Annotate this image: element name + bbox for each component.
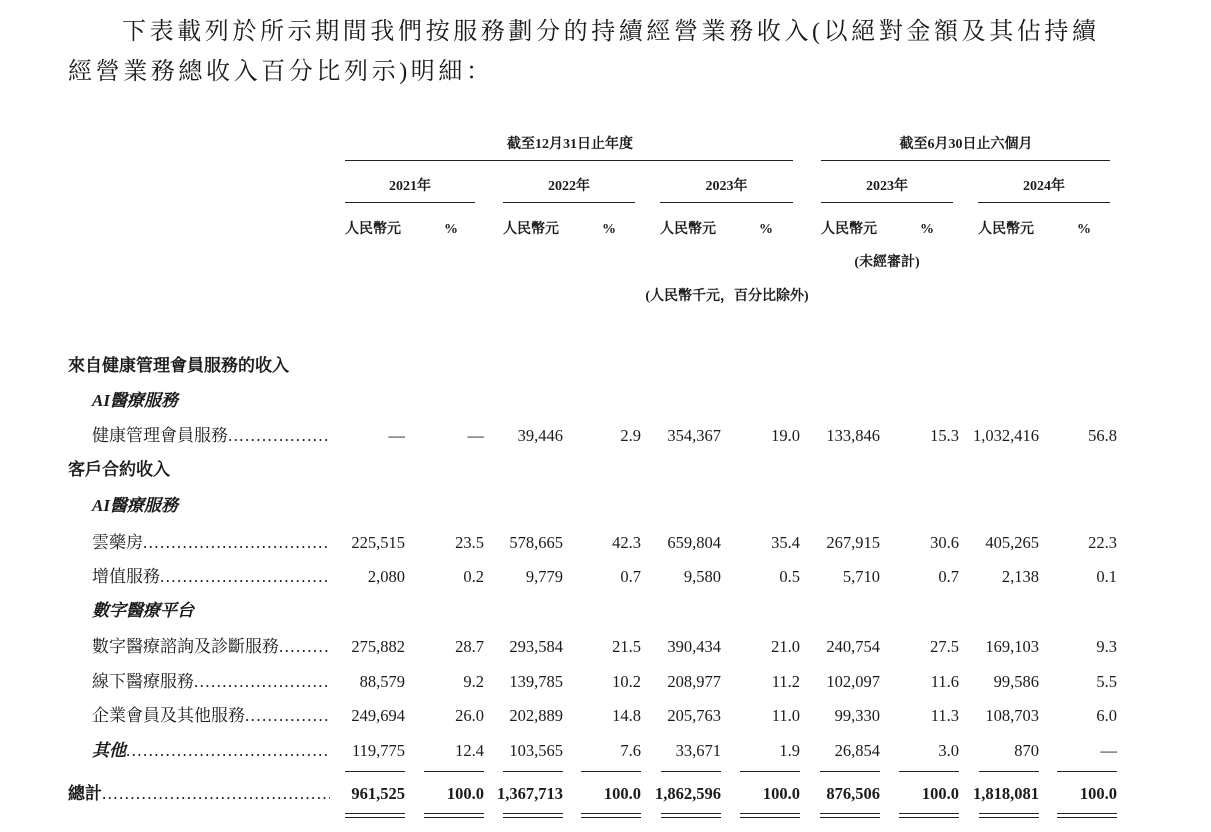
subtotal-rule bbox=[424, 771, 484, 772]
line-item-label: 健康管理會員服務 bbox=[92, 426, 228, 445]
leader-dots bbox=[194, 670, 330, 694]
subtotal-rule bbox=[661, 771, 721, 772]
line-item-label-container bbox=[92, 704, 330, 728]
percent-cell: 12.4 bbox=[455, 741, 484, 760]
total-double-rule bbox=[503, 817, 563, 818]
year-underline bbox=[978, 202, 1110, 203]
line-item-label: 增值服務 bbox=[92, 567, 160, 586]
amount-cell: 293,584 bbox=[509, 637, 563, 656]
amount-cell: 876,506 bbox=[826, 784, 880, 803]
amount-cell: 119,775 bbox=[351, 741, 405, 760]
line-item-row bbox=[0, 635, 1211, 659]
line-item-label: 線下醫療服務 bbox=[92, 672, 194, 691]
line-item-label-container bbox=[92, 424, 330, 448]
line-item-row bbox=[0, 531, 1211, 555]
intro-line-2: 經營業務總收入百分比列示)明細： bbox=[68, 59, 494, 85]
amount-cell: 1,032,416 bbox=[973, 426, 1039, 445]
total-double-rule bbox=[979, 813, 1039, 814]
amount-cell: 1,862,596 bbox=[655, 784, 721, 803]
percent-cell: 11.0 bbox=[771, 706, 800, 725]
amount-cell: 1,818,081 bbox=[973, 784, 1039, 803]
percent-cell: 3.0 bbox=[938, 741, 959, 760]
percent-cell: 10.2 bbox=[612, 672, 641, 691]
line-item-label: 數字醫療諮詢及診斷服務 bbox=[92, 637, 279, 656]
line-item-label: 企業會員及其他服務 bbox=[92, 706, 245, 725]
amount-cell: — bbox=[388, 426, 405, 445]
total-double-rule bbox=[345, 817, 405, 818]
amount-cell: 354,367 bbox=[667, 426, 721, 445]
total-double-rule bbox=[740, 813, 800, 814]
total-double-rule bbox=[345, 813, 405, 814]
line-item-label-container bbox=[92, 565, 330, 589]
amount-cell: 103,565 bbox=[509, 741, 563, 760]
amount-cell: 267,915 bbox=[826, 533, 880, 552]
percent-cell: 0.5 bbox=[779, 567, 800, 586]
percent-unit-header: % bbox=[1077, 222, 1091, 237]
leader-dots bbox=[143, 531, 330, 555]
line-item-row bbox=[0, 424, 1211, 448]
total-double-rule bbox=[581, 813, 641, 814]
line-item-label: 雲藥房 bbox=[92, 533, 143, 552]
line-item-row bbox=[0, 670, 1211, 694]
unaudited-note: (未經審計) bbox=[854, 255, 920, 270]
percent-cell: 0.1 bbox=[1096, 567, 1117, 586]
percent-unit-header: % bbox=[920, 222, 934, 237]
total-double-rule bbox=[899, 817, 959, 818]
percent-cell: 42.3 bbox=[612, 533, 641, 552]
amount-cell: 208,977 bbox=[667, 672, 721, 691]
subtotal-rule bbox=[740, 771, 800, 772]
unit-note: (人民幣千元，百分比除外) bbox=[645, 289, 809, 304]
amount-cell: 102,097 bbox=[826, 672, 880, 691]
group-row bbox=[0, 389, 1211, 413]
total-double-rule bbox=[740, 817, 800, 818]
total-double-rule bbox=[424, 817, 484, 818]
year-header: 2023年 bbox=[705, 179, 748, 194]
percent-cell: 100.0 bbox=[1079, 784, 1117, 803]
group-row bbox=[0, 494, 1211, 518]
leader-dots bbox=[102, 782, 330, 806]
group-row bbox=[0, 739, 1211, 763]
year-underline bbox=[503, 202, 635, 203]
group-heading: 數字醫療平台 bbox=[92, 601, 194, 620]
amount-unit-header: 人民幣元 bbox=[978, 222, 1034, 237]
percent-cell: 26.0 bbox=[455, 706, 484, 725]
amount-cell: 99,586 bbox=[993, 672, 1039, 691]
subtotal-rule bbox=[581, 771, 641, 772]
year-header: 2022年 bbox=[548, 179, 590, 194]
percent-cell: 35.4 bbox=[771, 533, 800, 552]
percent-cell: 1.9 bbox=[779, 741, 800, 760]
section-heading: 客戶合約收入 bbox=[68, 460, 170, 479]
line-item-label-container bbox=[92, 531, 330, 555]
period-header-interim: 截至6月30日止六個月 bbox=[899, 137, 1033, 152]
amount-cell: 9,580 bbox=[683, 567, 721, 586]
total-double-rule bbox=[581, 817, 641, 818]
line-item-row bbox=[0, 704, 1211, 728]
total-double-rule bbox=[979, 817, 1039, 818]
total-double-rule bbox=[820, 817, 880, 818]
year-header: 2024年 bbox=[1023, 179, 1065, 194]
section-heading: 來自健康管理會員服務的收入 bbox=[68, 356, 289, 375]
amount-cell: 870 bbox=[1014, 741, 1039, 760]
percent-cell: 21.0 bbox=[771, 637, 800, 656]
amount-cell: 205,763 bbox=[667, 706, 721, 725]
amount-cell: 240,754 bbox=[826, 637, 880, 656]
subtotal-rule bbox=[503, 771, 563, 772]
year-header: 2021年 bbox=[389, 179, 431, 194]
amount-cell: 390,434 bbox=[667, 637, 721, 656]
total-double-rule bbox=[820, 813, 880, 814]
total-row bbox=[0, 782, 1211, 806]
amount-cell: 88,579 bbox=[359, 672, 405, 691]
percent-cell: — bbox=[467, 426, 484, 445]
line-item-label-container bbox=[92, 670, 330, 694]
period-header-annual: 截至12月31日止年度 bbox=[507, 137, 633, 152]
amount-cell: 139,785 bbox=[509, 672, 563, 691]
percent-cell: 9.3 bbox=[1096, 637, 1117, 656]
amount-cell: 33,671 bbox=[675, 741, 721, 760]
section-row bbox=[0, 354, 1211, 378]
leader-dots bbox=[126, 739, 330, 763]
line-item-row bbox=[0, 565, 1211, 589]
amount-cell: 39,446 bbox=[517, 426, 563, 445]
amount-unit-header: 人民幣元 bbox=[821, 222, 877, 237]
percent-cell: 30.6 bbox=[930, 533, 959, 552]
group-heading: 其他 bbox=[92, 741, 126, 760]
group-heading: AI醫療服務 bbox=[92, 496, 178, 515]
total-label: 總計 bbox=[68, 784, 102, 803]
amount-cell: 2,080 bbox=[367, 567, 405, 586]
percent-cell: 28.7 bbox=[455, 637, 484, 656]
total-double-rule bbox=[661, 813, 721, 814]
percent-cell: 100.0 bbox=[762, 784, 800, 803]
percent-cell: 11.6 bbox=[930, 672, 959, 691]
total-double-rule bbox=[1057, 813, 1117, 814]
percent-cell: 22.3 bbox=[1088, 533, 1117, 552]
section-row bbox=[0, 458, 1211, 482]
year-header: 2023年 bbox=[866, 179, 908, 194]
percent-cell: 5.5 bbox=[1096, 672, 1117, 691]
amount-cell: 578,665 bbox=[509, 533, 563, 552]
amount-cell: 202,889 bbox=[509, 706, 563, 725]
amount-unit-header: 人民幣元 bbox=[345, 222, 401, 237]
percent-unit-header: % bbox=[444, 222, 458, 237]
amount-cell: 9,779 bbox=[525, 567, 563, 586]
total-double-rule bbox=[503, 813, 563, 814]
amount-cell: 169,103 bbox=[985, 637, 1039, 656]
percent-cell: 14.8 bbox=[612, 706, 641, 725]
amount-cell: 405,265 bbox=[985, 533, 1039, 552]
total-label-container bbox=[68, 782, 330, 806]
year-underline bbox=[821, 202, 953, 203]
leader-dots bbox=[160, 565, 330, 589]
period-underline-annual bbox=[345, 160, 793, 161]
amount-cell: 26,854 bbox=[834, 741, 880, 760]
amount-cell: 2,138 bbox=[1001, 567, 1039, 586]
amount-cell: 5,710 bbox=[842, 567, 880, 586]
percent-cell: 0.2 bbox=[463, 567, 484, 586]
percent-unit-header: % bbox=[759, 222, 773, 237]
percent-cell: 27.5 bbox=[930, 637, 959, 656]
total-double-rule bbox=[899, 813, 959, 814]
amount-cell: 249,694 bbox=[351, 706, 405, 725]
subtotal-rule bbox=[820, 771, 880, 772]
percent-cell: 9.2 bbox=[463, 672, 484, 691]
percent-cell: 100.0 bbox=[603, 784, 641, 803]
percent-cell: 0.7 bbox=[938, 567, 959, 586]
percent-cell: 15.3 bbox=[930, 426, 959, 445]
amount-cell: 99,330 bbox=[834, 706, 880, 725]
amount-cell: 275,882 bbox=[351, 637, 405, 656]
total-double-rule bbox=[424, 813, 484, 814]
percent-cell: — bbox=[1100, 741, 1117, 760]
total-double-rule bbox=[1057, 817, 1117, 818]
subtotal-rule bbox=[899, 771, 959, 772]
line-item-label-container bbox=[92, 635, 330, 659]
percent-cell: 7.6 bbox=[620, 741, 641, 760]
percent-cell: 6.0 bbox=[1096, 706, 1117, 725]
percent-cell: 23.5 bbox=[455, 533, 484, 552]
year-underline bbox=[345, 202, 475, 203]
amount-cell: 961,525 bbox=[351, 784, 405, 803]
subtotal-rule bbox=[345, 771, 405, 772]
group-heading: AI醫療服務 bbox=[92, 391, 178, 410]
amount-unit-header: 人民幣元 bbox=[503, 222, 559, 237]
intro-line-1: 下表載列於所示期間我們按服務劃分的持續經營業務收入(以絕對金額及其佔持續 bbox=[122, 19, 1100, 45]
percent-cell: 100.0 bbox=[446, 784, 484, 803]
amount-cell: 1,367,713 bbox=[497, 784, 563, 803]
percent-cell: 0.7 bbox=[620, 567, 641, 586]
amount-cell: 659,804 bbox=[667, 533, 721, 552]
period-underline-interim bbox=[821, 160, 1110, 161]
group-row bbox=[0, 599, 1211, 623]
amount-cell: 225,515 bbox=[351, 533, 405, 552]
percent-cell: 19.0 bbox=[771, 426, 800, 445]
amount-cell: 133,846 bbox=[826, 426, 880, 445]
group-heading-container bbox=[92, 739, 330, 763]
percent-cell: 100.0 bbox=[921, 784, 959, 803]
subtotal-rule bbox=[979, 771, 1039, 772]
percent-cell: 56.8 bbox=[1088, 426, 1117, 445]
percent-cell: 11.3 bbox=[930, 706, 959, 725]
year-underline bbox=[660, 202, 793, 203]
subtotal-rule bbox=[1057, 771, 1117, 772]
total-double-rule bbox=[661, 817, 721, 818]
percent-cell: 11.2 bbox=[771, 672, 800, 691]
percent-cell: 21.5 bbox=[612, 637, 641, 656]
amount-unit-header: 人民幣元 bbox=[660, 222, 716, 237]
percent-unit-header: % bbox=[602, 222, 616, 237]
amount-cell: 108,703 bbox=[985, 706, 1039, 725]
percent-cell: 2.9 bbox=[620, 426, 641, 445]
